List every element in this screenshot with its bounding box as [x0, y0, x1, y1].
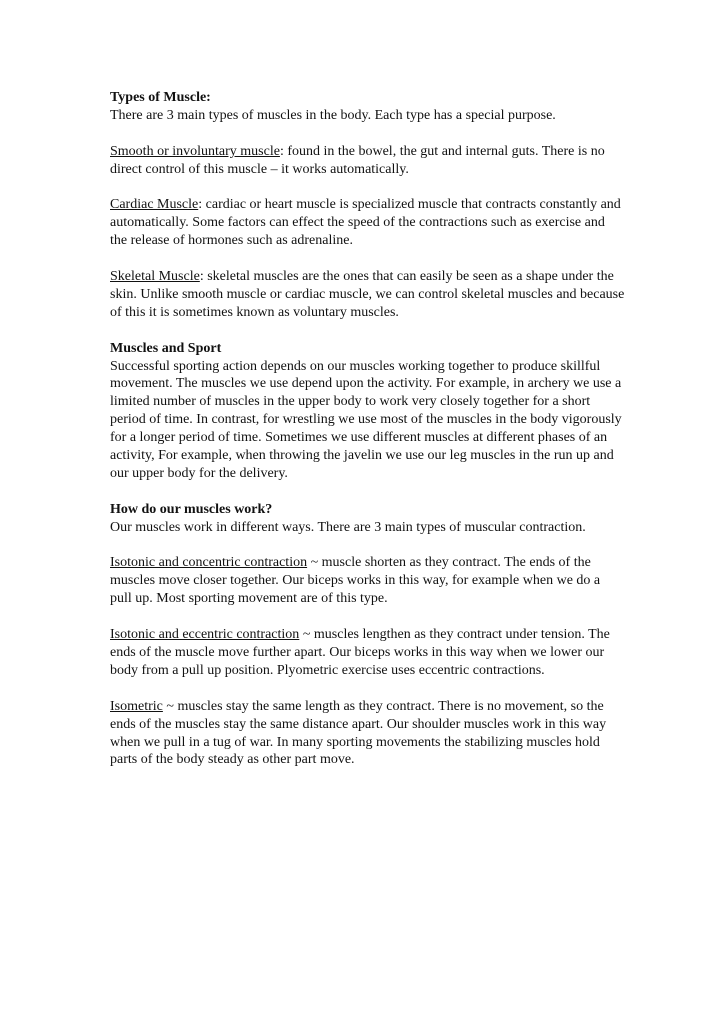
concentric-paragraph [110, 554, 625, 608]
document-page [110, 89, 625, 787]
smooth-muscle-text: : found in the bowel, the gut and internal guts. There is no direct control of this muscle – it works automatically. [110, 143, 605, 177]
smooth-muscle-paragraph [110, 143, 625, 179]
skeletal-muscle-text: : skeletal muscles are the ones that can easily be seen as a shape under the skin. Unlike smooth muscle or cardiac muscle, we can control skeletal muscles and because of this it is sometimes known as voluntary muscles. [110, 269, 625, 320]
isometric-paragraph [110, 698, 625, 770]
sport-paragraph [110, 340, 625, 483]
cardiac-muscle-paragraph [110, 196, 625, 250]
cardiac-muscle-text: : cardiac or heart muscle is specialized muscle that contracts constantly and automatically. Some factors can effect the speed of the contractions such as exercise and the release of hormones such as adrenaline. [110, 197, 621, 249]
work-paragraph [110, 501, 625, 537]
concentric-text: ~ muscle shorten as they contract. The ends of the muscles move closer together. Our biceps works in this way, for example when we do a pull up. Most sporting movement are of this type. [110, 555, 601, 607]
intro-text: There are 3 main types of muscles in the body. Each type has a special purpose. [110, 107, 556, 123]
smooth-muscle-term: Smooth or involuntary muscle [110, 143, 280, 159]
skeletal-muscle-term: Skeletal Muscle [110, 269, 200, 285]
intro-paragraph [110, 89, 625, 125]
skeletal-muscle-paragraph [110, 268, 625, 322]
sport-text: Successful sporting action depends on our muscles working together to produce skillful movement. The muscles we use depend upon the activity. For example, in archery we use a limited number of muscles in the upper body to work very closely together for a short period of time. In contrast, for wrestling we use most of the muscles in the body vigorously for a longer period of time. Sometimes we use different muscles at different phases of an activity, For example, when throwing the javelin we use our leg muscles in the run up and our upper body for the delivery. [110, 358, 622, 481]
isometric-term: Isometric [110, 698, 163, 714]
types-of-muscle-heading: Types of Muscle: [110, 90, 211, 105]
work-text: Our muscles work in different ways. There are 3 main types of muscular contraction. [110, 519, 586, 535]
how-muscles-work-heading: How do our muscles work? [110, 501, 273, 517]
isometric-text: ~ muscles stay the same length as they contract. There is no movement, so the ends of the muscles stay the same distance apart. Our shoulder muscles work in this way when we pull in a tug of war. In many sporting movements the stabilizing muscles hold parts of the body steady as other part move. [110, 698, 607, 768]
eccentric-paragraph [110, 626, 625, 680]
concentric-term: Isotonic and concentric contraction [110, 555, 308, 571]
muscles-and-sport-heading: Muscles and Sport [110, 340, 222, 356]
eccentric-text: ~ muscles lengthen as they contract under tension. The ends of the muscle move further apart. Our biceps works in this way when we lower our body from a pull up position. Plyometric exercise uses eccentric contractions. [110, 627, 610, 678]
eccentric-term: Isotonic and eccentric contraction [110, 627, 300, 643]
cardiac-muscle-term: Cardiac Muscle [110, 197, 199, 213]
